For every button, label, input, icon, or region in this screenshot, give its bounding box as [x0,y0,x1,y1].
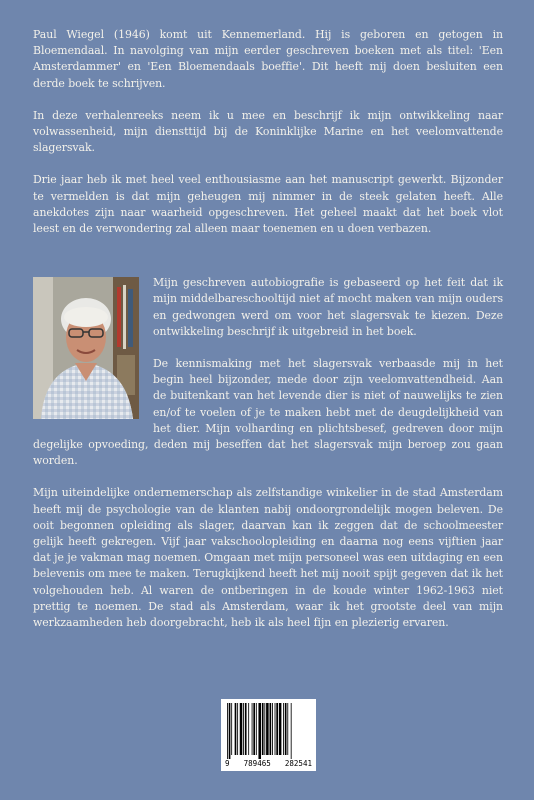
barcode-digit-first: 9 [225,759,230,768]
barcode-bar [287,703,288,755]
entrepreneurship-paragraph: Mijn uiteindelijke ondernemerschap als zelfstandige winkelier in de stad Amsterdam heeft mij de psychologie van de klanten nabij ondoorgrondelijk mogen beleven. De ooit begonnen opleiding als slager, daarvan kan ik zeggen dat de schoolmeester gelijk heeft gekregen. Vijf jaar vakschoolopleiding en daarna nog eens vijftien jaar dat je je vakman mag noemen. Omgaan met mijn personeel was een uitdaging en een belevenis om mee te maken. Terugkijkend heeft het mij nooit spijt gegeven dat ik het volgehouden heb. Al waren de ontberingen in de koude winter 1962-1963 niet prettig te noemen. De stad als Amsterdam, waar ik het grootste deel van mijn werkzaamheden heb doorgebracht, heb ik als heel fijn en plezierig ervaren. [33,486,503,630]
intro-paragraph: Paul Wiegel (1946) komt uit Kennemerland. Hij is geboren en getogen in Bloemendaal. In navolging van mijn eerder geschreven boeken met als titel: 'Een Amsterdammer' en 'Een Bloemendaals boeffie'. Dit heeft mij doen besluiten een derde boek te schrijven. [33,28,503,90]
back-cover-text [33,27,503,631]
barcode-bar [248,703,249,755]
barcode-bar [237,703,238,755]
barcode-bar [291,703,292,759]
barcode-bar [283,703,284,755]
barcode-bar [266,703,269,755]
biography-section [33,275,503,469]
barcode-bar [227,703,228,759]
barcode-number [225,759,312,768]
barcode-bar [264,703,265,755]
barcode-group-right: 282541 [284,759,312,768]
manuscript-paragraph: Drie jaar heb ik met heel veel enthousiasme aan het manuscript gewerkt. Bijzonder te vermelden is dat mijn geheugen mij nimmer in de steek gelaten heeft. Alle anekdotes zijn naar waarheid opgeschreven. Het geheel maakt dat het boek vlot leest en de verwondering zal alleen maar toenemen en u doen verbazen. [33,173,503,236]
barcode-bar [272,703,273,755]
barcode-bar [245,703,247,755]
author-photo [33,277,139,419]
barcode-bar [231,703,232,755]
barcode-bar [262,703,264,755]
barcode-bar [270,703,272,755]
barcode-bar [279,703,282,755]
barcode-bar [243,703,244,755]
isbn-barcode [221,699,316,771]
barcode-group-left: 789465 [243,759,271,768]
barcode-bar [235,703,237,755]
barcode-bar [275,703,276,755]
barcode-bar [276,703,278,755]
series-paragraph: In deze verhalenreeks neem ik u mee en beschrijf ik mijn ontwikkeling naar volwassenheid, mijn diensttijd bij de Koninklijke Marine en het veelomvattende slagersvak. [33,108,503,155]
barcode-bar [252,703,253,755]
barcode-bar [253,703,255,755]
barcode-bar [240,703,243,755]
barcode-bar [229,703,231,759]
autobiography-paragraph: Mijn geschreven autobiografie is gebaseerd op het feit dat ik mijn middelbareschooltijd niet af mocht maken van mijn ouders en gedwongen werd om voor het slagersvak te kiezen. Deze ontwikkeling beschrijf ik uitgebreid in het boek. [153,276,503,338]
barcode-bar [285,703,287,755]
barcode-bar [256,703,257,755]
barcode-bar [258,703,261,759]
butcher-trade-paragraph: De kennismaking met het slagersvak verbaasde mij in het begin heel bijzonder, mede door zijn veelomvattendheid. Aan de buitenkant van het levende dier is niet of nauwelijks te zien en/of te voelen of je te maken hebt met de deugdelijkheid van het dier. Mijn volharding en plichtsbesef, gedreven door mijn degelijke opvoeding, deden mij beseffen dat het slagersvak mijn beroep zou gaan worden. [33,357,503,468]
